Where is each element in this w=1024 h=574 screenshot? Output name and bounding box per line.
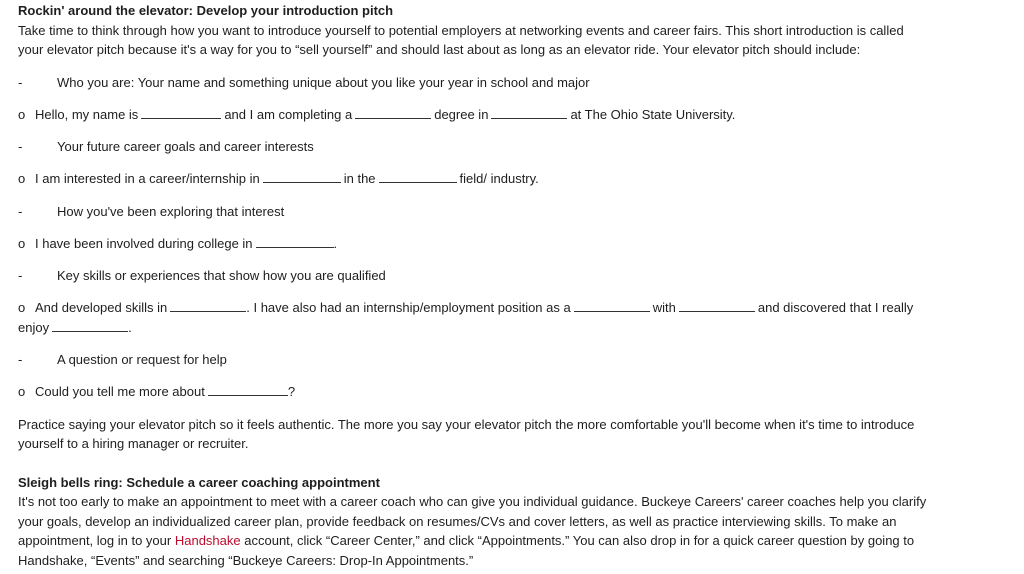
example-sentence xyxy=(18,234,938,254)
example-text: . xyxy=(128,319,132,335)
list-item-point xyxy=(18,202,938,221)
list-item-point xyxy=(18,350,938,369)
o-bullet: o xyxy=(18,235,26,251)
section-heading-career-coaching: Sleigh bells ring: Schedule a career coaching appointment xyxy=(18,474,380,490)
dash-bullet: - xyxy=(18,139,23,154)
example-text: enjoy xyxy=(18,319,50,335)
fill-in-blank[interactable] xyxy=(208,383,288,396)
o-bullet: o xyxy=(18,106,26,122)
fill-in-blank[interactable] xyxy=(170,299,246,312)
example-text: ? xyxy=(287,384,296,399)
list-item-point xyxy=(18,73,938,92)
fill-in-blank[interactable] xyxy=(379,170,457,183)
example-sentence-continued xyxy=(18,318,938,338)
example-text: degree in xyxy=(434,106,489,122)
example-sentence xyxy=(18,382,938,402)
example-text: . I have also had an internship/employment position as a xyxy=(246,300,571,315)
fill-in-blank[interactable] xyxy=(52,319,128,332)
fill-in-blank[interactable] xyxy=(491,106,567,119)
coaching-paragraph-line: your goals, develop an individualized career plan, provide feedback on resumes/CVs and cover letters, as well as practice interviewing skills. To make an xyxy=(18,513,897,529)
point-text: Your future career goals and career interests xyxy=(57,139,314,154)
example-text: and discovered that I really xyxy=(757,300,914,315)
example-text: at The Ohio State University. xyxy=(570,106,736,122)
example-sentence xyxy=(18,298,938,318)
o-bullet: o xyxy=(18,384,26,399)
example-text: and I am completing a xyxy=(224,106,353,122)
point-text: Key skills or experiences that show how you are qualified xyxy=(57,268,386,283)
section-heading-elevator-pitch: Rockin' around the elevator: Develop your introduction pitch xyxy=(18,3,394,18)
example-text: I have been involved during college in xyxy=(35,235,253,251)
closing-paragraph-line: Practice saying your elevator pitch so it feels authentic. The more you say your elevator pitch the more comfortable you'll become when it's time to introduce xyxy=(18,416,915,432)
fill-in-blank[interactable] xyxy=(141,106,221,119)
coaching-text: appointment, log in to your xyxy=(18,533,172,548)
example-sentence xyxy=(18,105,938,125)
point-text: Who you are: Your name and something unique about you like your year in school and major xyxy=(57,74,590,90)
point-text: How you've been exploring that interest xyxy=(57,203,285,219)
example-text: in the xyxy=(343,171,376,186)
coaching-paragraph-line: Handshake, “Events” and searching “Buckeye Careers: Drop-In Appointments.” xyxy=(18,552,474,568)
intro-paragraph-line: your elevator pitch because it's a way for you to “sell yourself” and should last about as long as an elevator ride. Your elevator pitch should include: xyxy=(18,42,861,57)
fill-in-blank[interactable] xyxy=(263,170,341,183)
coaching-text: account, click “Career Center,” and click “Appointments.” You can also drop in for a quick career question by going to xyxy=(244,533,915,548)
example-text: And developed skills in xyxy=(35,300,168,315)
point-text: A question or request for help xyxy=(57,352,227,367)
dash-bullet: - xyxy=(18,268,23,283)
example-text: Hello, my name is xyxy=(35,106,139,122)
handshake-link[interactable]: Handshake xyxy=(174,533,241,548)
coaching-paragraph-line: It's not too early to make an appointment to meet with a career coach who can give you individual guidance. Buckeye Careers' career coaches help you clarify xyxy=(18,494,927,509)
fill-in-blank[interactable] xyxy=(355,106,431,119)
dash-bullet: - xyxy=(18,74,23,90)
example-text: . xyxy=(333,235,338,251)
example-text: Could you tell me more about xyxy=(35,384,205,399)
closing-paragraph-line: yourself to a hiring manager or recruiter. xyxy=(18,436,249,451)
example-text: field/ industry. xyxy=(459,171,539,186)
dash-bullet: - xyxy=(18,352,23,367)
example-text: with xyxy=(652,300,676,315)
o-bullet: o xyxy=(18,171,26,186)
example-text: I am interested in a career/internship in xyxy=(35,171,260,186)
coaching-paragraph-line xyxy=(18,531,938,551)
example-sentence xyxy=(18,169,938,189)
intro-paragraph-line: Take time to think through how you want to introduce yourself to potential employers at networking events and career fairs. This short introduction is called xyxy=(18,22,904,38)
fill-in-blank[interactable] xyxy=(574,299,650,312)
list-item-point xyxy=(18,137,938,156)
o-bullet: o xyxy=(18,300,26,315)
fill-in-blank[interactable] xyxy=(256,235,334,248)
dash-bullet: - xyxy=(18,203,23,219)
list-item-point xyxy=(18,266,938,285)
fill-in-blank[interactable] xyxy=(679,299,755,312)
